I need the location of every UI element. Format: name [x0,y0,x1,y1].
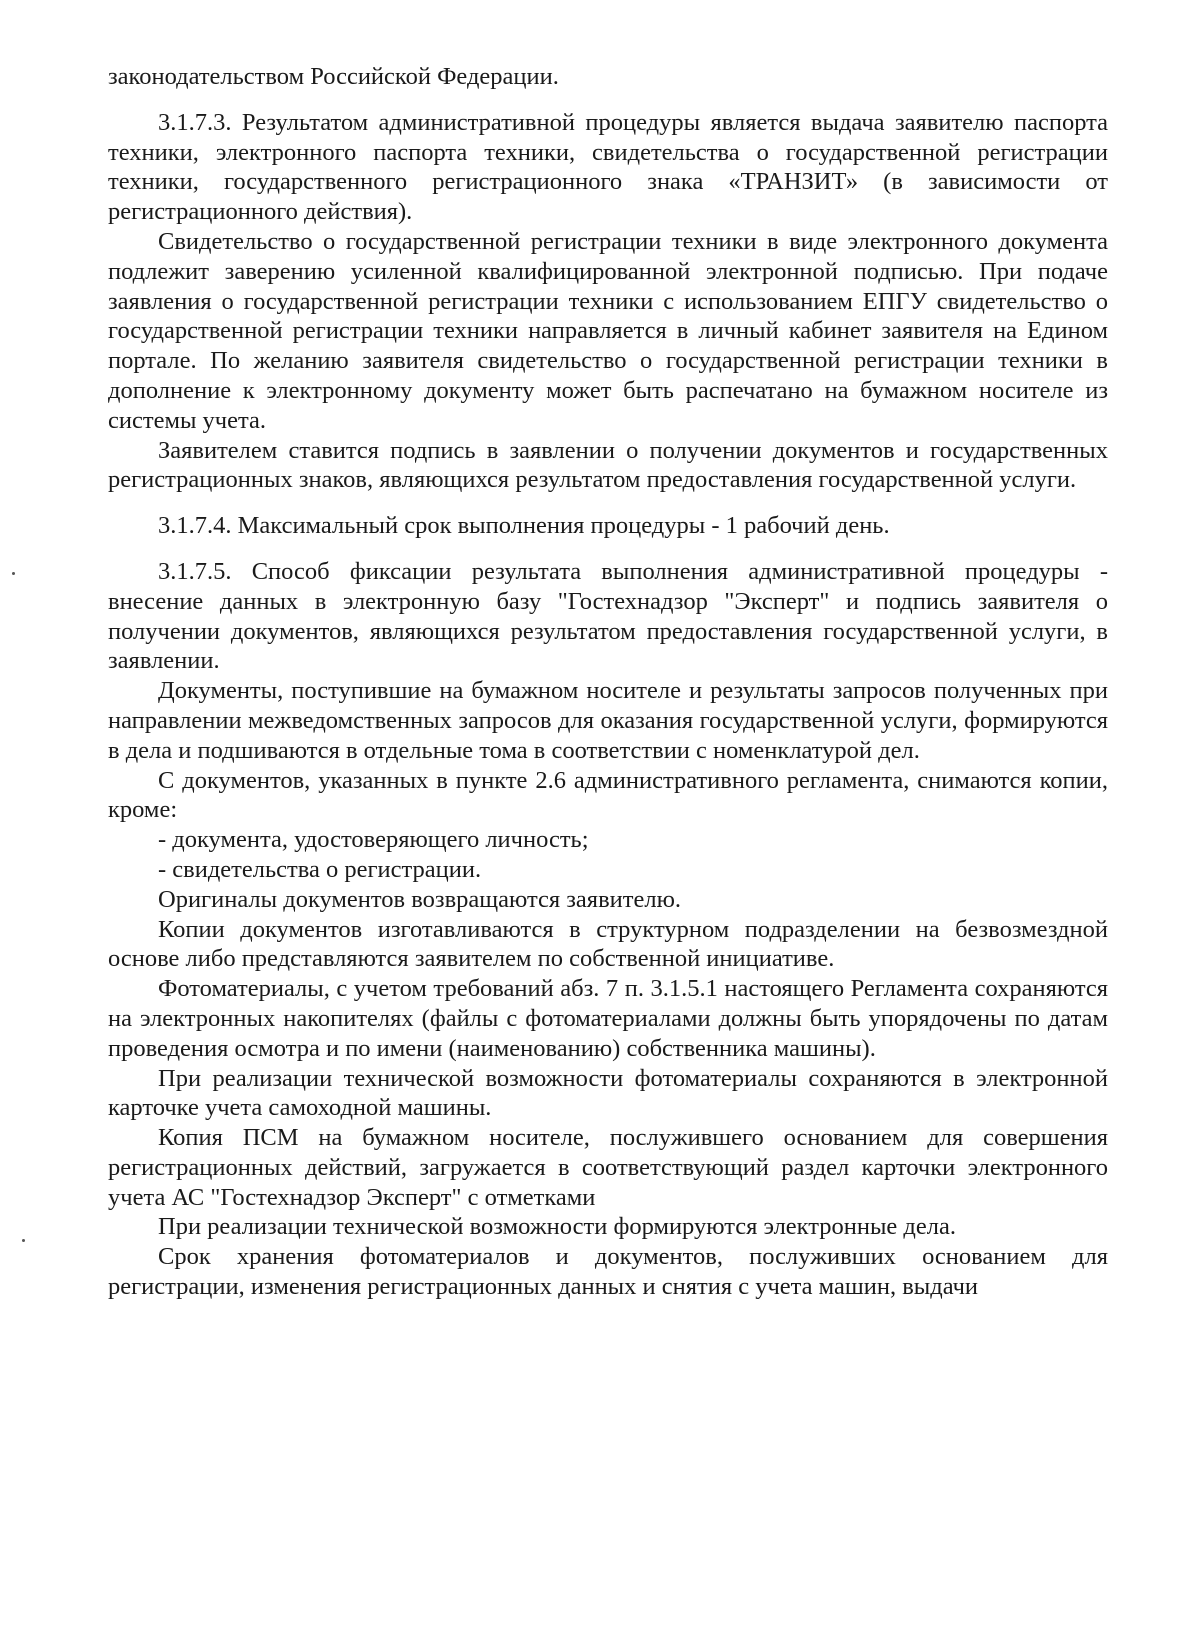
paragraph-photo-materials: Фотоматериалы, с учетом требований абз. 7 п. 3.1.5.1 настоящего Регламента сохраняются на электронных накопителях (файлы с фотоматериалами должны быть упорядочены по датам проведения осмотра и по имени (наименованию) собственника машины). [108,975,1108,1062]
paragraph-continuation: законодательством Российской Федерации. [108,63,559,90]
paragraph-electronic-files: При реализации технической возможности формируются электронные дела. [158,1213,956,1241]
paragraph-applicant-signature: Заявителем ставится подпись в заявлении о получении документов и государственных регистрационных знаков, являющихся результатом предоставления государственной услуги. [108,436,1108,494]
paragraph-3-1-7-3: 3.1.7.3. Результатом административной процедуры является выдача заявителю паспорта техники, электронного паспорта техники, свидетельства о государственной регистрации техники, государственного регистрационного знака «ТРАНЗИТ» (в зависимости от регистрационного действия). [108,108,1108,226]
paragraph-storage-term: Срок хранения фотоматериалов и документов, послуживших основанием для регистрации, изменения регистрационных данных и снятия с учета машин, выдачи [108,1243,1108,1301]
paragraph-originals-returned: Оригиналы документов возвращаются заявителю. [158,885,681,913]
list-item-identity-document: - документа, удостоверяющего личность; [158,826,589,854]
paragraph-copies-taken: С документов, указанных в пункте 2.6 административного регламента, снимаются копии, кроме: [108,766,1108,824]
paragraph-documents-paper: Документы, поступившие на бумажном носителе и результаты запросов полученных при направлении межведомственных запросов для оказания государственной услуги, формируются в дела и подшиваются в отдельные тома в соответствии с номенклатурой дел. [108,677,1108,764]
paragraph-photo-electronic-card: При реализации технической возможности фотоматериалы сохраняются в электронной карточке учета самоходной машины. [108,1064,1108,1122]
paragraph-psm-copy: Копия ПСМ на бумажном носителе, послужившего основанием для совершения регистрационных действий, загружается в соответствующий раздел карточки электронного учета АС "Гостехнадзор Эксперт" с отметками [108,1124,1108,1211]
list-item-registration-certificate: - свидетельства о регистрации. [158,855,482,883]
paragraph-certificate-electronic: Свидетельство о государственной регистрации техники в виде электронного документа подлежит заверению усиленной квалифицированной электронной подписью. При подаче заявления о государственной регистрации техники с использованием ЕПГУ свидетельство о государственной регистрации техники направляется в личный кабинет заявителя на Едином портале. По желанию заявителя свидетельство о государственной регистрации техники в дополнение к электронному документу может быть распечатано на бумажном носителе из системы учета. [108,227,1108,434]
paragraph-copies-made: Копии документов изготавливаются в структурном подразделении на безвозмездной основе либо представляются заявителем по собственной инициативе. [108,915,1108,973]
paragraph-3-1-7-4: 3.1.7.4. Максимальный срок выполнения процедуры - 1 рабочий день. [158,512,890,540]
paragraph-3-1-7-5: 3.1.7.5. Способ фиксации результата выполнения административной процедуры - внесение данных в электронную базу "Гостехнадзор "Эксперт" и подпись заявителя о получении документов, являющихся результатом предоставления государственной услуги, в заявлении. [108,557,1108,675]
scan-speck [22,1239,25,1242]
scan-speck [12,572,15,575]
document-body [108,62,1108,1302]
